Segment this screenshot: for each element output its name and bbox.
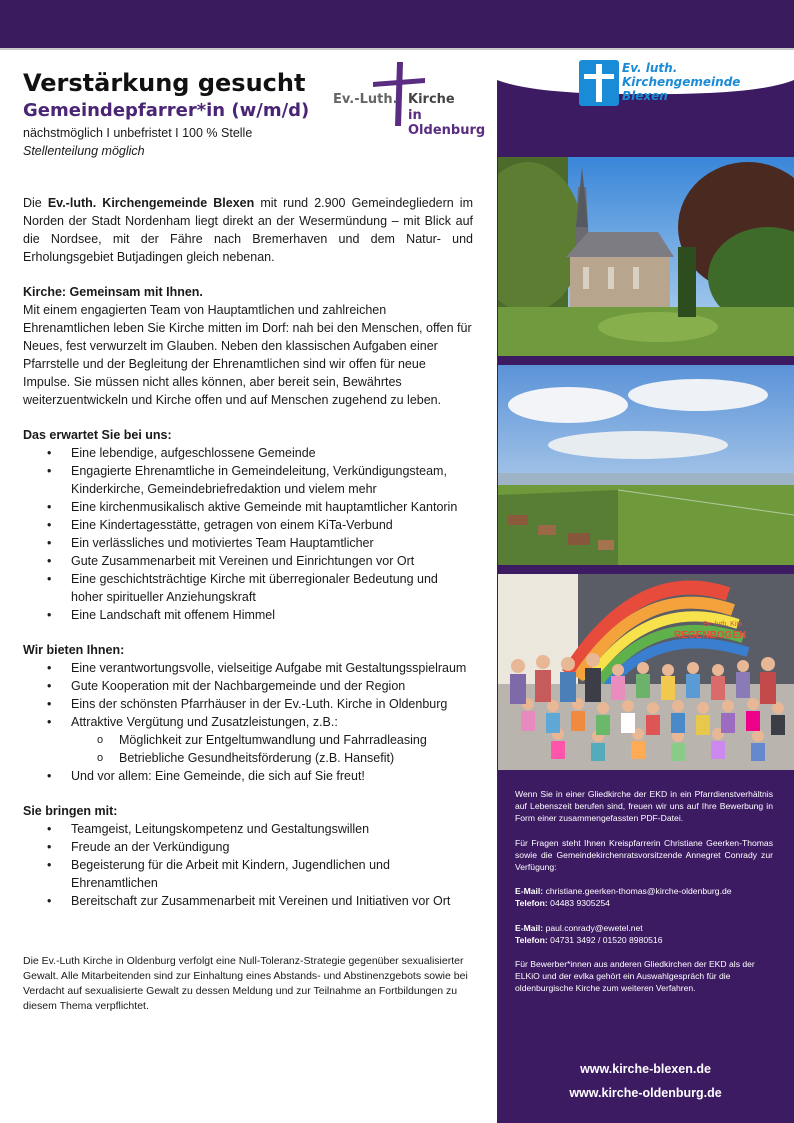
kita-sign-line1: Ev.-luth. Kita <box>703 621 743 628</box>
kirche-text: Mit einem engagierten Team von Hauptamtlichen und zahlreichen Ehrenamtlichen leben Sie Kirche mitten im Dorf: nah bei den Menschen, offen für Neues, fest verwurzelt im Glauben. Neben den klassischen Aufgaben einer Pfarrstelle und der Begleitung der Ehrenamtlichen sind wir offen für neue Impulse. Sie müssen nicht alles können, aber bereit sein, Bewährtes weiterzuentwickeln und Kirche offen und auf Menschen zugehend zu leben. <box>23 303 472 407</box>
contact2-email-line: E-Mail: paul.conrady@ewetel.net <box>515 922 643 933</box>
elk-logo-kirche: Kirche <box>408 92 455 107</box>
policy-note: Die Ev.-Luth Kirche in Oldenburg verfolgt eine Null-Toleranz-Strategie gegenüber sexualisierter Gewalt. Alle Mitarbeitenden sind zur Einhaltung eines Abstands- und Abstinenzgebots sowie bei Verdacht auf sexualisierte Gewalt zu dessen Meldung und zur Teilnahme an Fortbildungen zu diesem Thema verpflichtet. <box>23 955 468 1012</box>
list-item: • Gute Zusammenarbeit mit Vereinen und Einrichtungen vor Ort <box>23 552 473 570</box>
list-item: • Ein verlässliches und motiviertes Team Hauptamtlicher <box>23 534 473 552</box>
kirche-heading: Kirche: Gemeinsam mit Ihnen. <box>23 285 203 299</box>
contact1-email[interactable]: christiane.geerken-thomas@kirche-oldenburg.de <box>545 886 732 897</box>
landscape-photo <box>498 365 794 565</box>
questions-info: Für Fragen steht Ihnen Kreispfarrerin Christiane Geerken-Thomas sowie die Gemeindekirchenratsvorsitzende Annegret Conrady zur Verfügung: <box>515 837 773 873</box>
right-sidebar <box>497 50 794 1123</box>
list-item: • Freude an der Verkündigung <box>23 838 473 856</box>
main-content <box>23 64 473 1014</box>
list-item: • Gute Kooperation mit der Nachbargemeinde und der Region <box>23 677 473 695</box>
list-item: • Eine geschichtsträchtige Kirche mit überregionaler Bedeutung und hoher spiritueller Anziehungskraft <box>23 570 473 606</box>
contact2-phone: 04731 3492 / 01520 8980516 <box>550 934 663 945</box>
page-title: Verstärkung gesucht <box>23 69 306 97</box>
contact1-phone-line: Telefon: 04483 9305254 <box>515 898 610 909</box>
contact1-phone: 04483 9305254 <box>550 898 610 909</box>
list-item: • Eins der schönsten Pfarrhäuser in der Ev.-Luth. Kirche in Oldenburg <box>23 695 473 713</box>
website-link-blexen[interactable]: www.kirche-blexen.de <box>580 1062 711 1076</box>
bringen-heading: Sie bringen mit: <box>23 804 118 818</box>
contact2-email[interactable]: paul.conrady@ewetel.net <box>545 922 643 933</box>
parish-name: Ev.-luth. Kirchengemeinde Blexen <box>47 196 255 210</box>
bringen-list <box>23 820 473 910</box>
list-item: • Teamgeist, Leitungskompetenz und Gestaltungswillen <box>23 820 473 838</box>
elk-logo-oldenburg: in Oldenburg <box>408 108 486 138</box>
bieten-list <box>23 659 473 731</box>
list-item: • Und vor allem: Eine Gemeinde, die sich auf Sie freut! <box>23 767 473 785</box>
blexen-logo <box>577 58 747 113</box>
list-item: • Engagierte Ehrenamtliche in Gemeindeleitung, Verkündigungsteam, Kinderkirche, Gemeindebriefredaktion und vielem mehr <box>23 462 473 498</box>
list-item: • Eine verantwortungsvolle, vielseitige Aufgabe mit Gestaltungsspielraum <box>23 659 473 677</box>
list-subitem: o Möglichkeit zur Entgeltumwandlung und Fahrradleasing <box>23 731 473 749</box>
list-item: • Attraktive Vergütung und Zusatzleistungen, z.B.: <box>23 713 473 731</box>
list-item: • Eine kirchenmusikalisch aktive Gemeinde mit hauptamtlicher Kantorin <box>23 498 473 516</box>
job-note: Stellenteilung möglich <box>23 144 145 158</box>
contact1-email-line: E-Mail: christiane.geerken-thomas@kirche-oldenburg.de <box>515 886 732 897</box>
list-item: • Eine Kindertagesstätte, getragen von einem KiTa-Verbund <box>23 516 473 534</box>
kita-sign-line2: REGENBOGEN <box>674 630 747 641</box>
bieten-heading: Wir bieten Ihnen: <box>23 643 125 657</box>
contact-info <box>515 788 773 995</box>
job-title: Gemeindepfarrer*in (w/m/d) <box>23 100 310 121</box>
church-photo <box>498 157 794 356</box>
elk-logo-prefix: Ev.-Luth. <box>333 92 398 107</box>
contact2-phone-line: Telefon: 04731 3492 / 01520 8980516 <box>515 934 663 945</box>
kita-group-photo <box>498 574 794 770</box>
list-item: • Begeisterung für die Arbeit mit Kindern, Jugendlichen und Ehrenamtlichen <box>23 856 473 892</box>
list-item: • Eine lebendige, aufgeschlossene Gemeinde <box>23 444 473 462</box>
application-info: Wenn Sie in einer Gliedkirche der EKD in ein Pfarrdienstverhältnis auf Lebenszeit berufen sind, freuen wir uns auf Ihre Bewerbung in Form einer zusammengefassten PDF-Datei. <box>515 789 773 824</box>
blexen-logo-area <box>497 50 794 150</box>
website-link-oldenburg[interactable]: www.kirche-oldenburg.de <box>569 1086 722 1100</box>
other-churches-info: Für Bewerber*innen aus anderen Gliedkirchen der EKD als der ELKiO und der evlka gehört ein Auswahlgespräch für die oldenburgische Kirche zum weiteren Verfahren. <box>515 959 755 994</box>
blexen-logo-text: Ev. luth. Kirchengemeinde Blexen <box>622 61 741 103</box>
list-item: • Bereitschaft zur Zusammenarbeit mit Vereinen und Initiativen vor Ort <box>23 892 473 910</box>
erwartet-list <box>23 444 473 624</box>
top-banner <box>0 0 794 48</box>
intro-paragraph: Die Ev.-luth. Kirchengemeinde Blexen mit rund 2.900 Gemeindegliedern im Norden der Stadt Nordenham liegt direkt an der Wesermündung – mit Blick auf die Nordsee, mit der Fähre nach Bremerhaven und dem Natur- und Erholungsgebiet Butjadingen gleich nebenan. <box>23 196 474 264</box>
list-item: • Eine Landschaft mit offenem Himmel <box>23 606 473 624</box>
list-subitem: o Betriebliche Gesundheitsförderung (z.B. Hansefit) <box>23 749 473 767</box>
job-details: nächstmöglich I unbefristet I 100 % Stelle <box>23 126 253 140</box>
bieten-sublist <box>23 731 473 767</box>
blexen-cross-icon <box>579 60 619 106</box>
erwartet-heading: Das erwartet Sie bei uns: <box>23 428 172 442</box>
